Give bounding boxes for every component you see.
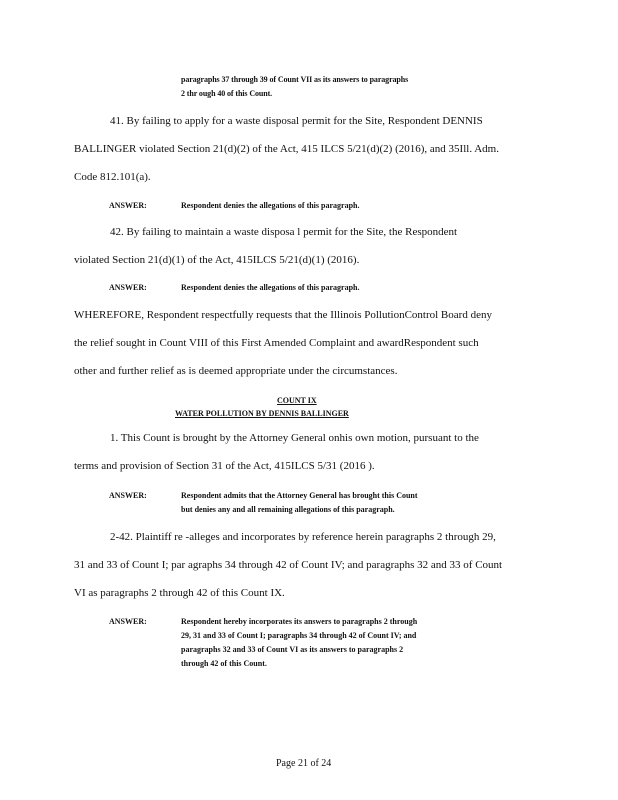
prev-answer-line-1: paragraphs 37 through 39 of Count VII as its answers to paragraphs	[181, 75, 409, 84]
para-41-line-1: 41. By failing to apply for a waste disposal permit for the Site, Respondent DENNIS	[110, 115, 483, 127]
answer-2-42-line-4: through 42 of this Count.	[181, 659, 267, 668]
wherefore-line-3: other and further relief as is deemed appropriate under the circumstances.	[74, 365, 398, 377]
para-2-42-line-1: 2-42. Plaintiff re -alleges and incorporates by reference herein paragraphs 2 through 29,	[110, 531, 496, 543]
para-2-42-line-2: 31 and 33 of Count I; par agraphs 34 through 42 of Count IV; and paragraphs 32 and 33 of Count	[74, 559, 503, 571]
wherefore-line-2: the relief sought in Count VIII of this First Amended Complaint and awardRespondent such	[74, 337, 479, 349]
count-heading-title: COUNT IX	[277, 396, 317, 405]
para-2-42-line-3: VI as paragraphs 2 through 42 of this Count IX.	[74, 587, 285, 599]
answer-42-text: Respondent denies the allegations of this paragraph.	[181, 283, 360, 292]
para-41-line-2: BALLINGER violated Section 21(d)(2) of the Act, 415 ILCS 5/21(d)(2) (2016), and 35Ill. Adm.	[74, 143, 499, 155]
answer-2-42-label: ANSWER:	[109, 617, 147, 626]
page-number: Page 21 of 24	[276, 758, 332, 769]
answer-41-label: ANSWER:	[109, 201, 147, 210]
answer-2-42-line-3: paragraphs 32 and 33 of Count VI as its answers to paragraphs 2	[181, 645, 404, 654]
answer-41-text: Respondent denies the allegations of this paragraph.	[181, 201, 360, 210]
answer-1-label: ANSWER:	[109, 491, 147, 500]
para-42-line-2: violated Section 21(d)(1) of the Act, 415ILCS 5/21(d)(1) (2016).	[74, 254, 360, 266]
para-1-line-2: terms and provision of Section 31 of the Act, 415ILCS 5/31 (2016 ).	[74, 460, 375, 472]
answer-1-line-2: but denies any and all remaining allegations of this paragraph.	[181, 505, 395, 514]
answer-42-label: ANSWER:	[109, 283, 147, 292]
para-1-line-1: 1. This Count is brought by the Attorney General onhis own motion, pursuant to the	[110, 432, 479, 444]
answer-2-42-line-2: 29, 31 and 33 of Count I; paragraphs 34 through 42 of Count IV; and	[181, 631, 417, 640]
para-41-line-3: Code 812.101(a).	[74, 171, 151, 183]
answer-1-line-1: Respondent admits that the Attorney General has brought this Count	[181, 491, 418, 500]
count-heading-subtitle: WATER POLLUTION BY DENNIS BALLINGER	[175, 409, 349, 418]
wherefore-line-1: WHEREFORE, Respondent respectfully requests that the Illinois PollutionControl Board deny	[74, 309, 492, 321]
para-42-line-1: 42. By failing to maintain a waste disposa l permit for the Site, the Respondent	[110, 226, 458, 238]
answer-2-42-line-1: Respondent hereby incorporates its answers to paragraphs 2 through	[181, 617, 418, 626]
prev-answer-line-2: 2 thr ough 40 of this Count.	[181, 89, 273, 98]
